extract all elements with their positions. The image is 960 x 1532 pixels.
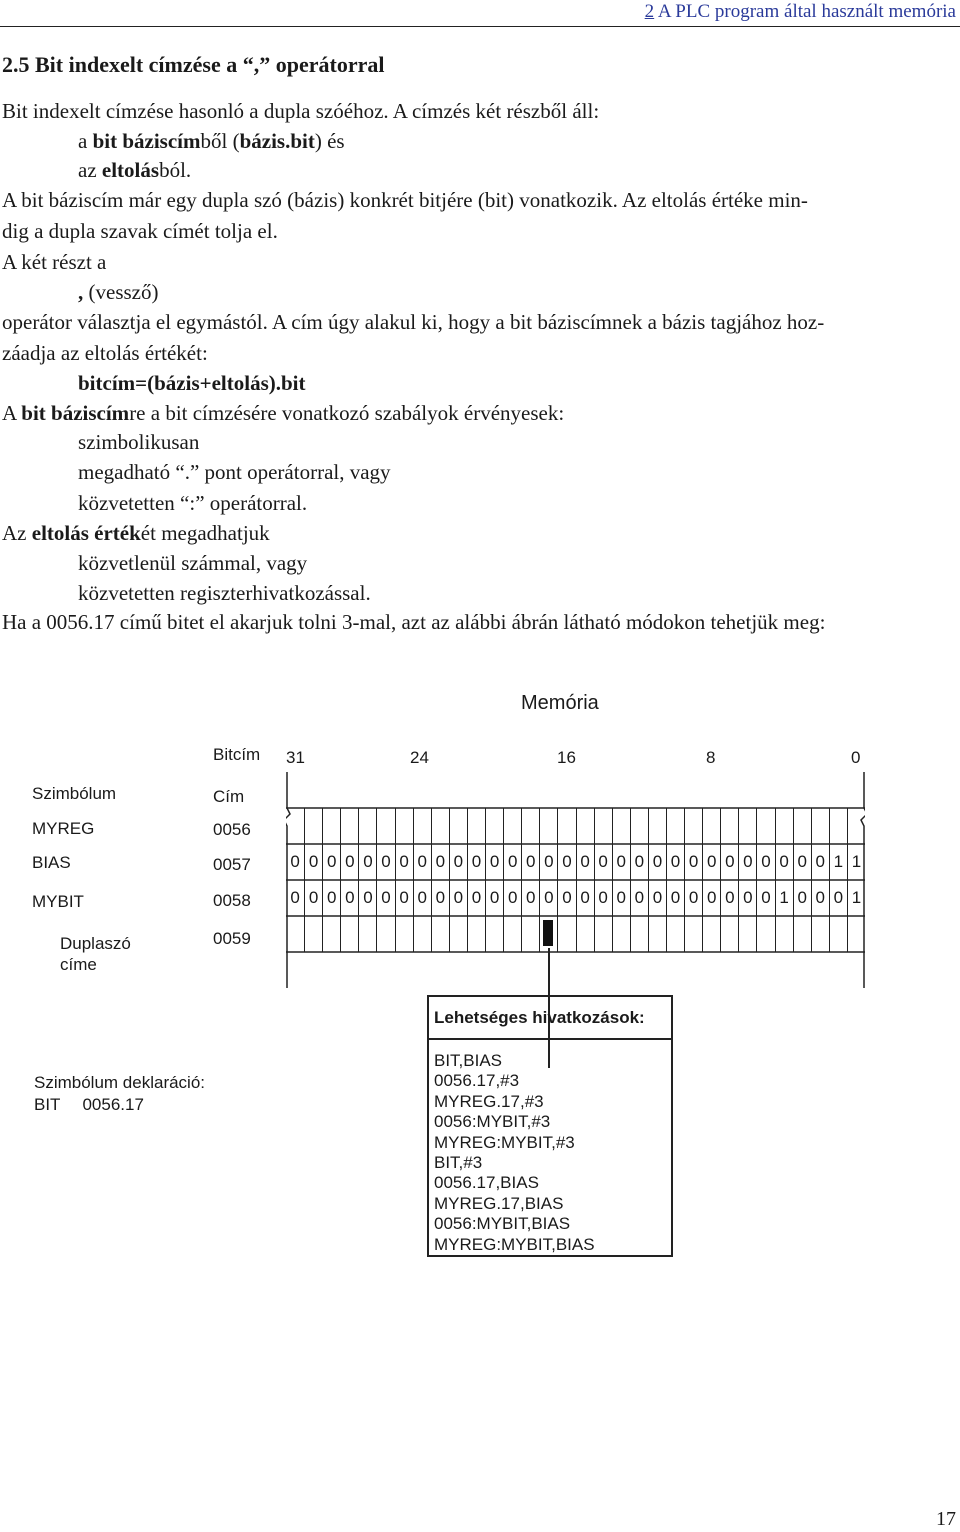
row-0056-bit-1 xyxy=(829,808,847,844)
bit-tick-31: 31 xyxy=(286,748,305,767)
text-run-bold: eltolás xyxy=(101,158,160,182)
row-0058-bit-4: 1 xyxy=(775,880,793,916)
row-0056-bit-14 xyxy=(594,808,612,844)
bit-tick-16: 16 xyxy=(557,748,576,767)
references-list xyxy=(434,1051,595,1255)
row-0058-bit-21: 0 xyxy=(467,880,485,916)
row-0057-bit-20: 0 xyxy=(485,844,503,880)
row-0056-bit-30 xyxy=(304,808,322,844)
row-0058-bit-7: 0 xyxy=(720,880,738,916)
row-0057-bit-28: 0 xyxy=(340,844,358,880)
row-0058-bit-8: 0 xyxy=(702,880,720,916)
row-0059-bit-6 xyxy=(738,916,756,952)
row-0057-bit-4: 0 xyxy=(775,844,793,880)
duplaszo-line1: Duplaszó xyxy=(60,934,131,953)
row-0058-bit-19: 0 xyxy=(503,880,521,916)
row-0058-bit-27: 0 xyxy=(358,880,376,916)
row-0058-bit-2: 0 xyxy=(811,880,829,916)
references-divider xyxy=(429,1038,671,1040)
row-0058-bit-26: 0 xyxy=(376,880,394,916)
row-0058-bit-31: 0 xyxy=(290,888,300,907)
row-0059-bit-16 xyxy=(557,916,575,952)
row-0057-bit-3: 0 xyxy=(793,844,811,880)
row-0056-bit-15 xyxy=(576,808,594,844)
reference-item: 0056.17,BIAS xyxy=(434,1173,539,1193)
row-0059-bit-10 xyxy=(666,916,684,952)
row-0057-bit-5: 0 xyxy=(756,844,774,880)
row-0057-bit-14: 0 xyxy=(594,844,612,880)
address-0058: 0058 xyxy=(213,891,251,910)
row-0059-bit-20 xyxy=(485,916,503,952)
row-0056-bit-10 xyxy=(666,808,684,844)
body-line: dig a dupla szavak címét tolja el. xyxy=(2,219,278,243)
row-0059-bit-2 xyxy=(811,916,829,952)
row-0056-bit-0 xyxy=(847,808,865,844)
references-title: Lehetséges hivatkozások: xyxy=(434,1008,645,1027)
row-0056-bit-31 xyxy=(286,808,304,844)
row-0057-bit-1: 1 xyxy=(829,844,847,880)
row-0056-bit-6 xyxy=(738,808,756,844)
text-run: ből ( xyxy=(200,129,240,153)
memory-row-0058 xyxy=(286,880,865,916)
row-0059-bit-23 xyxy=(431,916,449,952)
reference-item: MYREG.17,#3 xyxy=(434,1091,544,1111)
row-0058-bit-17: 0 xyxy=(539,880,557,916)
row-0059-bit-4 xyxy=(775,916,793,952)
row-0059-bit-26 xyxy=(376,916,394,952)
row-0059-bit-28 xyxy=(340,916,358,952)
body-line: szimbolikusan xyxy=(78,430,200,454)
row-0057-bit-16: 0 xyxy=(557,844,575,880)
row-0058-bit-11: 0 xyxy=(648,880,666,916)
row-0058-bit-23: 0 xyxy=(431,880,449,916)
row-0059-bit-25 xyxy=(395,916,413,952)
row-0057-bit-26: 0 xyxy=(376,844,394,880)
row-0058-bit-15: 0 xyxy=(576,880,594,916)
text-run-bold: bázis.bit xyxy=(239,129,315,153)
row-0056-bit-3 xyxy=(793,808,811,844)
row-0057-bit-24: 0 xyxy=(413,844,431,880)
reference-item: 0056.17,#3 xyxy=(434,1071,520,1091)
row-0058-bit-25: 0 xyxy=(395,880,413,916)
declaration-value: 0056.17 xyxy=(82,1095,144,1114)
row-0058-bit-29: 0 xyxy=(322,880,340,916)
declaration-title: Szimbólum deklaráció: xyxy=(34,1073,206,1092)
row-0058-bit-1: 0 xyxy=(829,880,847,916)
row-0059-bit-9 xyxy=(684,916,702,952)
row-0059-bit-18 xyxy=(521,916,539,952)
symbol-header: Szimbólum xyxy=(32,784,117,803)
row-0059-bit-14 xyxy=(594,916,612,952)
row-0059-bit-1 xyxy=(829,916,847,952)
row-0056-bit-2 xyxy=(811,808,829,844)
row-0059-bit-19 xyxy=(503,916,521,952)
row-0059-bit-31 xyxy=(286,916,304,952)
row-0059-bit-29 xyxy=(322,916,340,952)
text-run: ból. xyxy=(159,158,192,182)
bitcim-label: Bitcím xyxy=(213,745,261,764)
row-0059-bit-11 xyxy=(648,916,666,952)
row-0057-bit-29: 0 xyxy=(322,844,340,880)
row-0056-bit-20 xyxy=(485,808,503,844)
row-0059-bit-22 xyxy=(449,916,467,952)
row-0056-bit-7 xyxy=(720,808,738,844)
row-0056-bit-18 xyxy=(521,808,539,844)
row-0058-bit-10: 0 xyxy=(666,880,684,916)
chapter-title: A PLC program által használt memória xyxy=(657,1,956,22)
row-0059-bit-8 xyxy=(702,916,720,952)
row-0058-bit-30: 0 xyxy=(304,880,322,916)
row-0057-bit-15: 0 xyxy=(576,844,594,880)
row-0057-bit-11: 0 xyxy=(648,844,666,880)
body-line: Bit indexelt címzése hasonló a dupla szóéhoz. A címzés két részből áll: xyxy=(2,99,600,123)
reference-item: MYREG:MYBIT,#3 xyxy=(434,1132,575,1152)
row-0057-bit-2: 0 xyxy=(811,844,829,880)
row-0059-bit-24 xyxy=(413,916,431,952)
row-0056-bit-25 xyxy=(395,808,413,844)
row-0059-bit-0 xyxy=(847,916,865,952)
row-0059-bit-21 xyxy=(467,916,485,952)
row-0056-bit-4 xyxy=(775,808,793,844)
declaration-name: BIT xyxy=(34,1095,61,1114)
text-run: Az xyxy=(2,521,32,545)
row-0058-bit-6: 0 xyxy=(738,880,756,916)
body-line: Ha a 0056.17 című bitet el akarjuk tolni 3-mal, azt az alábbi ábrán látható módokon tehetjük meg: xyxy=(2,610,826,634)
body-line: operátor választja el egymástól. A cím úgy alakul ki, hogy a bit báziscímnek a bázis tagjához hoz- xyxy=(2,310,825,334)
row-0057-bit-13: 0 xyxy=(612,844,630,880)
references-box xyxy=(427,995,673,1257)
text-run-bold: bit báziscím xyxy=(21,401,130,425)
bit-tick-0: 0 xyxy=(851,748,861,767)
row-0058-bit-0: 1 xyxy=(847,880,865,916)
row-0056-bit-11 xyxy=(648,808,666,844)
row-0058-bit-13: 0 xyxy=(612,880,630,916)
row-0057-bit-10: 0 xyxy=(666,844,684,880)
figure-title: Memória xyxy=(521,692,599,714)
formula: bitcím=(bázis+eltolás).bit xyxy=(78,371,306,395)
row-0056-bit-16 xyxy=(557,808,575,844)
row-0059-bit-7 xyxy=(720,916,738,952)
reference-item: 0056:MYBIT,BIAS xyxy=(434,1214,571,1234)
row-0056-bit-22 xyxy=(449,808,467,844)
row-0057-bit-19: 0 xyxy=(503,844,521,880)
row-0057-bit-6: 0 xyxy=(738,844,756,880)
reference-item: BIT,#3 xyxy=(434,1153,483,1173)
row-0058-bit-20: 0 xyxy=(485,880,503,916)
row-0056-bit-19 xyxy=(503,808,521,844)
row-0057-bit-0: 1 xyxy=(847,844,865,880)
row-0059-bit-30 xyxy=(304,916,322,952)
text-run-bold: eltolás érték xyxy=(31,521,141,545)
reference-item: MYREG.17,BIAS xyxy=(434,1193,564,1213)
row-0057-bit-30: 0 xyxy=(304,844,322,880)
bit-tick-24: 24 xyxy=(410,748,429,767)
row-0057-bit-12: 0 xyxy=(630,844,648,880)
symbol-myreg: MYREG xyxy=(32,819,95,838)
chapter-number-link[interactable]: 2 xyxy=(644,1,655,22)
reference-item: BIT,BIAS xyxy=(434,1051,503,1070)
body-line: közvetlenül számmal, vagy xyxy=(78,551,308,575)
row-0057-bit-8: 0 xyxy=(702,844,720,880)
row-0057-bit-22: 0 xyxy=(449,844,467,880)
text-run: (vessző) xyxy=(83,280,159,304)
address-0056: 0056 xyxy=(213,820,251,839)
row-0057-bit-25: 0 xyxy=(395,844,413,880)
address-0059: 0059 xyxy=(213,929,251,948)
section-title: 2.5 Bit indexelt címzése a “,” operátorral xyxy=(2,52,385,77)
text-run: az xyxy=(78,158,102,182)
row-0056-bit-12 xyxy=(630,808,648,844)
row-0058-bit-28: 0 xyxy=(340,880,358,916)
row-0059-bit-13 xyxy=(612,916,630,952)
row-0058-bit-18: 0 xyxy=(521,880,539,916)
declaration-line xyxy=(34,1095,144,1115)
text-run: a xyxy=(78,129,93,153)
body-line: közvetetten “:” operátorral. xyxy=(78,491,308,515)
text-run: A xyxy=(2,401,22,425)
row-0057-bit-7: 0 xyxy=(720,844,738,880)
reference-item: 0056:MYBIT,#3 xyxy=(434,1112,551,1132)
memory-grid xyxy=(286,772,865,988)
row-0057-bit-9: 0 xyxy=(684,844,702,880)
text-run: ét megadhatjuk xyxy=(140,521,270,545)
comma-operator: , xyxy=(78,280,84,304)
row-0058-bit-5: 0 xyxy=(756,880,774,916)
row-0057-bit-23: 0 xyxy=(431,844,449,880)
row-0057-bit-17: 0 xyxy=(539,844,557,880)
reference-item: MYREG:MYBIT,BIAS xyxy=(434,1234,595,1254)
body-line: A két részt a xyxy=(2,250,107,274)
row-0059-bit-5 xyxy=(756,916,774,952)
memory-row-0056 xyxy=(286,808,865,844)
row-0056-bit-5 xyxy=(756,808,774,844)
row-0057-bit-18: 0 xyxy=(521,844,539,880)
symbol-mybit: MYBIT xyxy=(32,892,84,911)
address-0057: 0057 xyxy=(213,855,251,874)
row-0059-bit-27 xyxy=(358,916,376,952)
row-0056-bit-23 xyxy=(431,808,449,844)
row-0056-bit-27 xyxy=(358,808,376,844)
row-0058-bit-24: 0 xyxy=(413,880,431,916)
row-0057-bit-27: 0 xyxy=(358,844,376,880)
row-0058-bit-12: 0 xyxy=(630,880,648,916)
page-number: 17 xyxy=(936,1508,956,1530)
memory-row-0057 xyxy=(286,844,865,880)
duplaszo-line2: címe xyxy=(60,955,97,974)
address-header: Cím xyxy=(213,787,245,806)
body-line: A bit báziscím már egy dupla szó (bázis) konkrét bitjére (bit) vonatkozik. Az eltolás értéke min- xyxy=(2,188,808,212)
row-0059-bit-12 xyxy=(630,916,648,952)
row-0059-bit-3 xyxy=(793,916,811,952)
row-0059-bit-15 xyxy=(576,916,594,952)
row-0058-bit-9: 0 xyxy=(684,880,702,916)
text-run-bold: bit báziscím xyxy=(92,129,201,153)
row-0056-bit-24 xyxy=(413,808,431,844)
row-0056-bit-13 xyxy=(612,808,630,844)
row-0056-bit-26 xyxy=(376,808,394,844)
duplaszo-label xyxy=(60,933,131,975)
row-0056-bit-8 xyxy=(702,808,720,844)
body-line: záadja az eltolás értékét: xyxy=(2,341,208,365)
row-0056-bit-9 xyxy=(684,808,702,844)
row-0056-bit-29 xyxy=(322,808,340,844)
symbol-bias: BIAS xyxy=(32,853,71,872)
text-run: ) és xyxy=(314,129,345,153)
body-line: megadható “.” pont operátorral, vagy xyxy=(78,460,391,484)
row-0058-bit-3: 0 xyxy=(793,880,811,916)
row-0056-bit-21 xyxy=(467,808,485,844)
body-line: közvetetten regiszterhivatkozással. xyxy=(78,581,371,605)
row-0057-bit-21: 0 xyxy=(467,844,485,880)
row-0058-bit-22: 0 xyxy=(449,880,467,916)
row-0056-bit-28 xyxy=(340,808,358,844)
row-0058-bit-16: 0 xyxy=(557,880,575,916)
text-run: re a bit címzésére vonatkozó szabályok érvényesek: xyxy=(129,401,565,425)
row-0056-bit-17 xyxy=(539,808,557,844)
row-0057-bit-31: 0 xyxy=(290,852,300,871)
memory-row-0059 xyxy=(286,916,865,952)
bit-tick-8: 8 xyxy=(706,748,716,767)
marked-bit-indicator xyxy=(543,920,553,946)
row-0058-bit-14: 0 xyxy=(594,880,612,916)
